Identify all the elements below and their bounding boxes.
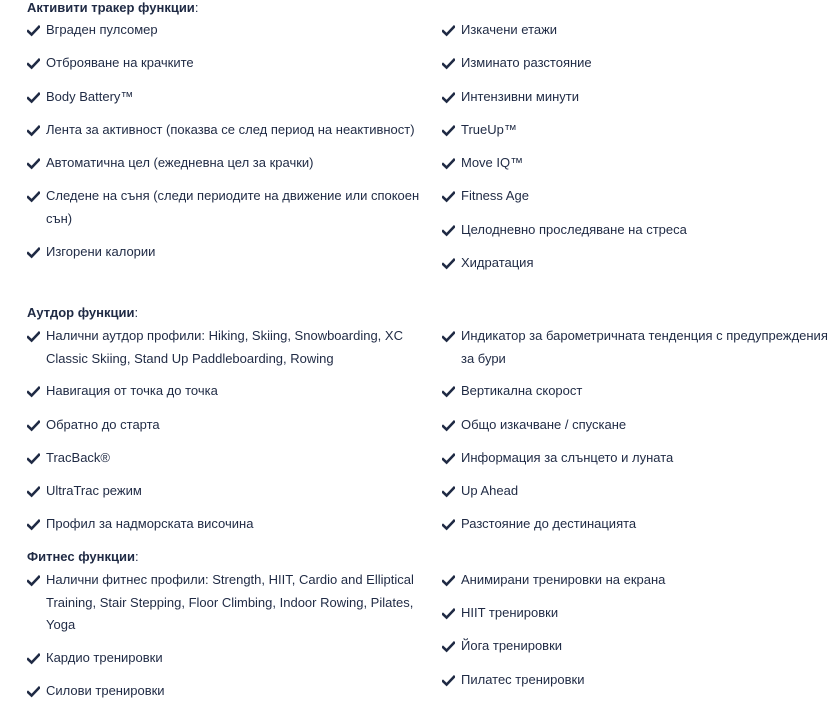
list-item-text: Общо изкачване / спускане: [461, 417, 627, 432]
checkmark-icon: [442, 641, 455, 653]
list-item: [27, 23, 427, 42]
list-item-text: UltraTrac режим: [46, 483, 142, 498]
checkmark-icon: [442, 386, 455, 398]
checkmark-icon: [442, 125, 455, 137]
list-item: [27, 684, 427, 703]
list-item: [442, 517, 832, 536]
list-item-text: Анимирани тренировки на екрана: [461, 572, 666, 587]
checkmark-icon: [27, 158, 40, 170]
list-item-text: Body Battery™: [46, 89, 134, 104]
list-item-text: Целодневно проследяване на стреса: [461, 222, 687, 237]
checkmark-icon: [442, 158, 455, 170]
list-item-text: Кардио тренировки: [46, 650, 163, 665]
section-heading-outdoor: Аутдор функции:: [27, 305, 139, 320]
list-item: [442, 639, 832, 658]
checkmark-icon: [27, 386, 40, 398]
list-item-text: Следене на съня (следи периодите на движение или спокоен сън): [46, 188, 420, 226]
list-item: [442, 673, 832, 692]
checkmark-icon: [27, 420, 40, 432]
list-item: [442, 223, 832, 242]
list-item-text: Интензивни минути: [461, 89, 580, 104]
list-item-text: Up Ahead: [461, 483, 519, 498]
checkmark-icon: [27, 25, 40, 37]
checkmark-icon: [442, 575, 455, 587]
checkmark-icon: [27, 125, 40, 137]
checkmark-icon: [27, 519, 40, 531]
list-item-text: Изгорени калории: [46, 244, 156, 259]
list-item-text: Вертикална скорост: [461, 383, 583, 398]
section-heading-activity: Активити тракер функции:: [27, 0, 199, 15]
checkmark-icon: [27, 486, 40, 498]
checkmark-icon: [442, 486, 455, 498]
list-item-text: HIIT тренировки: [461, 605, 559, 620]
list-item: [27, 245, 427, 264]
list-item: [27, 189, 427, 230]
list-item: [442, 329, 832, 370]
checkmark-icon: [442, 25, 455, 37]
checkmark-icon: [442, 258, 455, 270]
checkmark-icon: [27, 92, 40, 104]
list-item: [442, 573, 832, 592]
list-item: [27, 651, 427, 670]
list-item-text: Отброяване на крачките: [46, 55, 194, 70]
checkmark-icon: [442, 191, 455, 203]
list-item-text: Разстояние до дестинацията: [461, 516, 637, 531]
list-item-text: Fitness Age: [461, 188, 529, 203]
list-item-text: Информация за слънцето и луната: [461, 450, 674, 465]
list-item-text: Лента за активност (показва се след период на неактивност): [46, 122, 415, 137]
list-item: [442, 123, 832, 142]
list-item-text: Налични аутдор профили: Hiking, Skiing, Snowboarding, XC Classic Skiing, Stand Up Paddleboarding, Rowing: [46, 328, 403, 366]
list-item: [27, 573, 427, 637]
list-item: [442, 418, 832, 437]
list-item: [27, 517, 427, 536]
list-item-text: Силови тренировки: [46, 683, 165, 698]
checkmark-icon: [442, 608, 455, 620]
list-item-text: Изминато разстояние: [461, 55, 592, 70]
checkmark-icon: [442, 453, 455, 465]
list-item: [27, 418, 427, 437]
list-item-text: Профил за надморската височина: [46, 516, 254, 531]
list-item: [442, 606, 832, 625]
list-item-text: TracBack®: [46, 450, 110, 465]
list-item-text: Индикатор за барометричната тенденция с предупреждения за бури: [461, 328, 828, 366]
list-item-text: Йога тренировки: [461, 638, 563, 653]
section-heading-fitness: Фитнес функции:: [27, 549, 139, 564]
list-item-text: Хидратация: [461, 255, 534, 270]
list-item: [442, 384, 832, 403]
list-item-text: Вграден пулсомер: [46, 22, 158, 37]
list-item: [442, 484, 832, 503]
checkmark-icon: [27, 453, 40, 465]
checkmark-icon: [27, 247, 40, 259]
checkmark-icon: [442, 420, 455, 432]
list-item: [442, 189, 832, 208]
list-item-text: TrueUp™: [461, 122, 517, 137]
list-item-text: Пилатес тренировки: [461, 672, 585, 687]
checkmark-icon: [442, 519, 455, 531]
list-item: [27, 329, 427, 370]
list-item: [27, 90, 427, 109]
checkmark-icon: [27, 653, 40, 665]
list-item-text: Move IQ™: [461, 155, 524, 170]
checkmark-icon: [27, 191, 40, 203]
list-item: [442, 156, 832, 175]
list-item-text: Обратно до старта: [46, 417, 160, 432]
list-item: [27, 384, 427, 403]
list-item-text: Изкачени етажи: [461, 22, 558, 37]
list-item: [442, 23, 832, 42]
list-item: [27, 451, 427, 470]
list-item-text: Навигация от точка до точка: [46, 383, 218, 398]
checkmark-icon: [442, 331, 455, 343]
list-item: [442, 90, 832, 109]
list-item-text: Налични фитнес профили: Strength, HIIT, Cardio and Elliptical Training, Stair Stepping, Floor Climbing, Indoor Rowing, Pilates, Yoga: [46, 572, 414, 632]
checkmark-icon: [442, 675, 455, 687]
checkmark-icon: [442, 225, 455, 237]
list-item: [442, 256, 832, 275]
list-item-text: Автоматична цел (ежедневна цел за крачки): [46, 155, 314, 170]
checkmark-icon: [27, 575, 40, 587]
list-item: [27, 56, 427, 75]
list-item: [27, 484, 427, 503]
checkmark-icon: [27, 331, 40, 343]
checkmark-icon: [27, 58, 40, 70]
checkmark-icon: [442, 92, 455, 104]
list-item: [442, 451, 832, 470]
checkmark-icon: [27, 686, 40, 698]
list-item: [27, 123, 427, 142]
list-item: [442, 56, 832, 75]
list-item: [27, 156, 427, 175]
checkmark-icon: [442, 58, 455, 70]
